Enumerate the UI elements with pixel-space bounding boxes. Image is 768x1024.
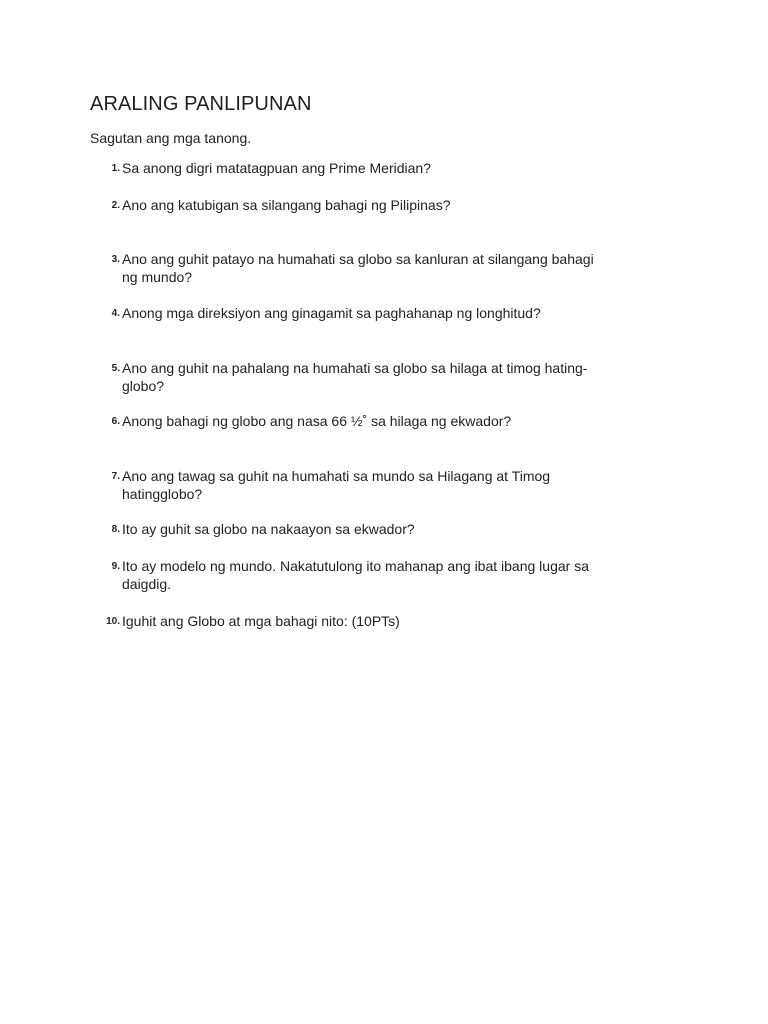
question-number: 3.	[111, 254, 120, 265]
question-text: Anong bahagi ng globo ang nasa 66 ½˚ sa hilaga ng ekwador?	[122, 413, 512, 429]
question-text: Iguhit ang Globo at mga bahagi nito: (10PTs)	[122, 613, 400, 629]
question-number: 6.	[111, 416, 120, 427]
question-text: Ano ang katubigan sa silangang bahagi ng Pilipinas?	[122, 197, 451, 213]
question-number: 1.	[111, 163, 120, 174]
question-text: Anong mga direksiyon ang ginagamit sa paghahanap ng longhitud?	[122, 305, 541, 321]
question-text: Ano ang guhit patayo na humahati sa globo sa kanluran at silangang bahagi ng mundo?	[122, 251, 594, 285]
question-number: 7.	[111, 471, 120, 482]
question-text: Ito ay modelo ng mundo. Nakatutulong ito mahanap ang ibat ibang lugar sa daigdig.	[122, 558, 589, 592]
question-number: 2.	[111, 200, 120, 211]
page-title: ARALING PANLIPUNAN	[90, 93, 312, 115]
question-text: Ano ang tawag sa guhit na humahati sa mundo sa Hilagang at Timog hatingglobo?	[122, 468, 551, 502]
question-text: Ito ay guhit sa globo na nakaayon sa ekwador?	[122, 521, 415, 537]
question-number: 4.	[111, 308, 120, 319]
question-number: 10.	[106, 616, 120, 627]
instructions-text: Sagutan ang mga tanong.	[90, 130, 252, 146]
question-text: Sa anong digri matatagpuan ang Prime Meridian?	[122, 160, 431, 176]
question-number: 9.	[111, 561, 120, 572]
question-number: 8.	[111, 524, 120, 535]
question-number: 5.	[111, 363, 120, 374]
question-text: Ano ang guhit na pahalang na humahati sa globo sa hilaga at timog hating-globo?	[122, 360, 588, 394]
